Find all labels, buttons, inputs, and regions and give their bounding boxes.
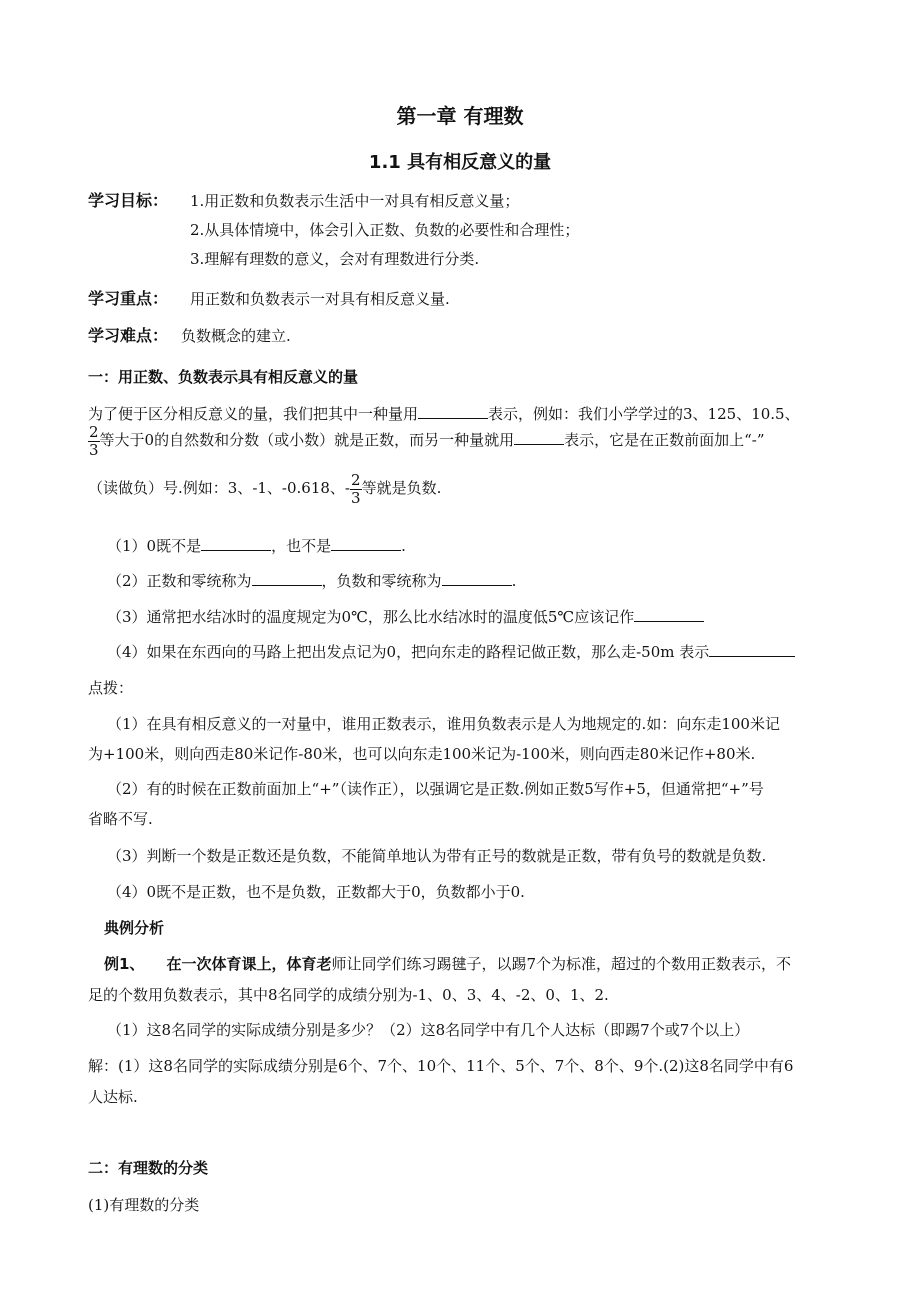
blank-q2-b[interactable] (442, 571, 512, 586)
section-title: 1.1 具有相反意义的量 (368, 152, 552, 173)
question-2 (107, 570, 516, 591)
example-heading: 典例分析 (104, 919, 165, 937)
question-2-text-c: . (511, 572, 517, 590)
blank-positive[interactable] (418, 404, 488, 419)
fraction-numerator: 2 (351, 471, 361, 489)
question-1-text-c: . (401, 537, 406, 555)
example-1-line-1 (104, 953, 791, 974)
goal-item-1: 1.用正数和负数表示生活中一对具有相反意义量； (190, 192, 520, 210)
intro-text-d: 表示，它是在正数前面加上“-” (564, 431, 765, 449)
intro-text-b: 表示，例如：我们小学学过的3、125、10.5、 (488, 405, 800, 423)
goal-item-2: 2.从具体情境中，体会引入正数、负数的必要性和合理性； (190, 221, 580, 239)
question-1-text-b: ，也不是 (271, 537, 332, 555)
blank-q1-b[interactable] (331, 536, 401, 551)
tip-label: 点拨： (88, 679, 134, 697)
intro-line-2 (88, 424, 765, 458)
part2-subheading: (1)有理数的分类 (88, 1196, 200, 1214)
example-1-question: （1）这8名同学的实际成绩分别是多少？（2）这8名同学中有几个人达标（即踢7个或7个以上） (107, 1021, 750, 1039)
answer-line-1: 解：(1）这8名同学的实际成绩分别是6个、7个、10个、11个、5个、7个、8个、9个.(2)这8名同学中有6 (88, 1057, 794, 1075)
goal-item-3: 3.理解有理数的意义，会对有理数进行分类. (190, 250, 480, 268)
chapter-title: 第一章 有理数 (396, 104, 524, 128)
question-3 (107, 606, 704, 627)
question-1 (107, 535, 406, 556)
blank-q4[interactable] (709, 642, 795, 657)
question-2-text-b: ，负数和零统称为 (321, 572, 442, 590)
tip-3: （3）判断一个数是正数还是负数，不能简单地认为带有正号的数就是正数，带有负号的数就是负数. (107, 847, 767, 865)
focus-text: 用正数和负数表示一对具有相反意义量. (190, 290, 450, 308)
tip-2-line-1: （2）有的时候在正数前面加上“+”（读作正），以强调它是正数.例如正数5写作+5，但通常把“+”号 (107, 780, 764, 798)
fraction-denominator: 3 (89, 440, 99, 459)
question-4-text: （4）如果在东西向的马路上把出发点记为0，把向东走的路程记做正数，那么走-50m 表示 (107, 643, 710, 661)
example-1-line-2: 足的个数用负数表示，其中8名同学的成绩分别为-1、0、3、4、-2、0、1、2. (88, 986, 609, 1004)
example-1-label: 例1、 (104, 955, 145, 973)
fraction-two-thirds (88, 424, 100, 458)
part2-heading: 二：有理数的分类 (88, 1159, 209, 1177)
intro-text-a: 为了便于区分相反意义的量，我们把其中一种量用 (88, 405, 419, 423)
example-1-rest: 师让同学们练习踢毽子，以踢7个为标准，超过的个数用正数表示，不 (331, 955, 791, 973)
difficulty-text: 负数概念的建立. (181, 327, 291, 345)
focus-label: 学习重点： (88, 289, 169, 308)
question-1-text-a: （1）0既不是 (107, 537, 202, 555)
blank-q3[interactable] (634, 607, 704, 622)
question-3-text: （3）通常把水结冰时的温度规定为0℃，那么比水结冰时的温度低5℃应该记作 (107, 608, 635, 626)
intro-text-f: 等就是负数. (361, 479, 442, 497)
part1-heading: 一：用正数、负数表示具有相反意义的量 (88, 368, 359, 386)
blank-q1-a[interactable] (201, 536, 271, 551)
tip-1-line-1: （1）在具有相反意义的一对量中，谁用正数表示，谁用负数表示是人为地规定的.如：向东走100米记 (107, 715, 780, 733)
intro-text-e: （读做负）号.例如：3、-1、-0.618、- (88, 479, 351, 497)
answer-line-2: 人达标. (88, 1088, 138, 1106)
fraction-denominator: 3 (351, 488, 361, 507)
question-4 (107, 641, 795, 662)
tip-1-line-2: 为+100米，则向西走80米记作-80米，也可以向东走100米记为-100米，则向西走80米记作+80米. (88, 745, 756, 763)
goals-label: 学习目标： (88, 191, 169, 210)
intro-line-1 (88, 403, 800, 424)
question-2-text-a: （2）正数和零统称为 (107, 572, 252, 590)
fraction-neg-two-thirds (350, 472, 362, 506)
blank-negative[interactable] (514, 430, 564, 445)
difficulty-label: 学习难点： (88, 326, 169, 345)
blank-q2-a[interactable] (252, 571, 322, 586)
tip-2-line-2: 省略不写. (88, 810, 153, 828)
fraction-numerator: 2 (89, 423, 99, 441)
tip-4: （4）0既不是正数，也不是负数，正数都大于0，负数都小于0. (107, 883, 525, 901)
intro-text-c: 等大于0的自然数和分数（或小数）就是正数，而另一种量就用 (99, 431, 515, 449)
intro-line-3 (88, 472, 441, 506)
example-1-lead: 在一次体育课上，体育老 (166, 955, 332, 973)
